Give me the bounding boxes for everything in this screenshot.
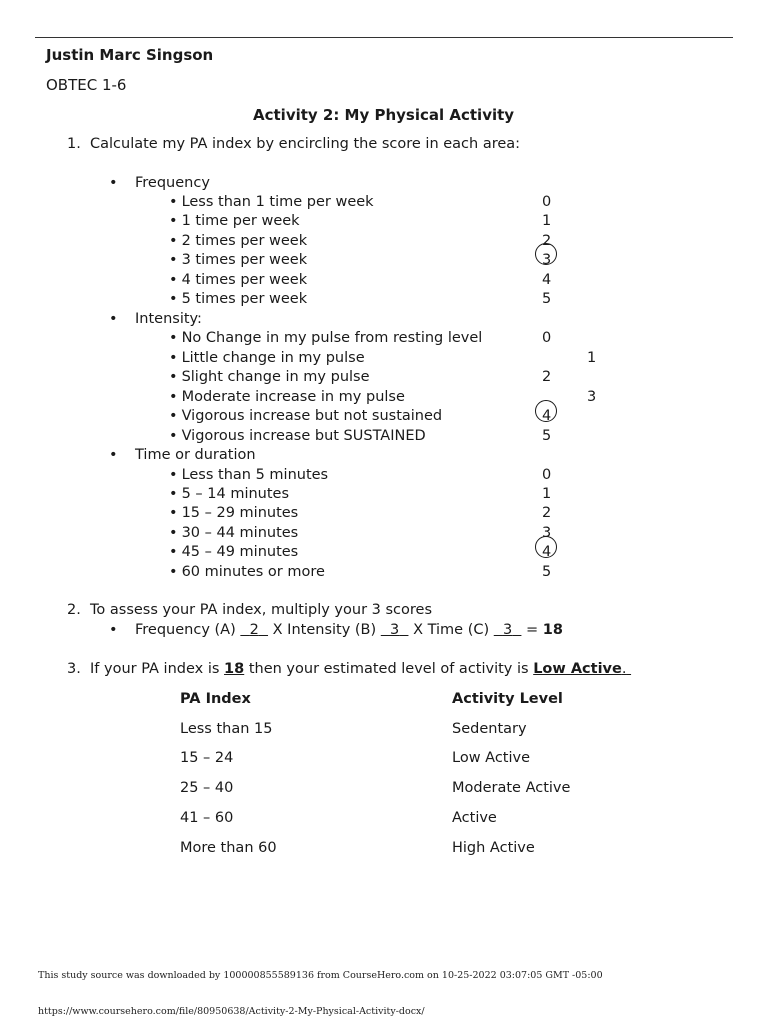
score-value: 3 [542,525,552,541]
score-value-selected: 3 [587,389,597,405]
list-item: • 15 – 29 minutes [169,505,298,521]
list-item: • Slight change in my pulse [169,369,370,385]
list-item: • No Change in my pulse from resting level [169,330,482,346]
score-value: 2 [542,369,552,385]
q3-prefix: If your PA index is [90,661,220,677]
score-value: 4 [542,544,552,560]
table-header-activity-level: Activity Level [452,691,563,707]
category-frequency: • Frequency [135,175,210,191]
list-item: • Less than 5 minutes [169,467,328,483]
freq-value: 2 [249,622,259,638]
table-cell: Less than 15 [180,721,273,737]
source-url-link[interactable]: https://www.coursehero.com/file/80950638/Activity-2-My-Physical-Activity-docx/ [38,1006,425,1017]
freq-label: Frequency (A) [135,622,236,638]
intensity-value: 3 [390,622,400,638]
top-rule [35,37,733,38]
score-value: 0 [542,194,552,210]
q2-formula [135,622,563,638]
table-cell: High Active [452,840,535,856]
table-cell: More than 60 [180,840,277,856]
student-name: Justin Marc Singson [46,46,214,64]
table-cell: Sedentary [452,721,527,737]
list-item: • Vigorous increase but SUSTAINED [169,428,426,444]
score-value: 1 [542,213,552,229]
time-value: 3 [502,622,513,638]
score-circle-mark [535,243,557,265]
q2-number: 2. [67,602,81,618]
list-item: • 5 – 14 minutes [169,486,289,502]
score-value: 4 [542,272,552,288]
table-cell: 15 – 24 [180,750,234,766]
table-cell: 25 – 40 [180,780,234,796]
category-intensity: • Intensity: [135,311,202,327]
score-value: 5 [542,291,552,307]
student-section: OBTEC 1-6 [46,76,127,94]
table-header-pa-index: PA Index [180,691,251,707]
list-item: • 2 times per week [169,233,307,249]
category-time: • Time or duration [135,447,256,463]
score-value: 0 [542,467,552,483]
intensity-label: X Intensity (B) [272,622,377,638]
list-item: • 30 – 44 minutes [169,525,298,541]
list-item: • Less than 1 time per week [169,194,374,210]
q1-prompt: Calculate my PA index by encircling the score in each area: [90,136,521,152]
pa-result: 18 [542,622,563,638]
list-item: • 5 times per week [169,291,307,307]
list-item: • 3 times per week [169,252,307,268]
list-item: • 1 time per week [169,213,300,229]
q1-number: 1. [67,136,81,152]
score-value: 1 [587,350,597,366]
score-value: 2 [542,505,552,521]
table-cell: Low Active [452,750,531,766]
list-item: • 45 – 49 minutes [169,544,298,560]
q3-middle: then your estimated level of activity is [248,661,529,677]
page-title: Activity 2: My Physical Activity [253,106,515,124]
q3-level-answer: Low Active. [533,661,627,677]
score-value-selected: 3 [542,252,552,268]
list-item: • 4 times per week [169,272,307,288]
list-item: • 60 minutes or more [169,564,325,580]
list-item: • Little change in my pulse [169,350,365,366]
score-value: 2 [542,233,552,249]
equals-sign: = [526,622,539,638]
q3-number: 3. [67,661,81,677]
score-value: 4 [542,408,552,424]
score-circle-mark [535,536,557,558]
score-value: 0 [542,330,552,346]
time-label: X Time (C) [413,622,490,638]
score-value: 5 [542,428,552,444]
q3-index-value: 18 [224,661,245,677]
score-value: 1 [542,486,552,502]
list-item: • Moderate increase in my pulse [169,389,405,405]
q3-statement [90,661,631,677]
q2-prompt: To assess your PA index, multiply your 3 scores [90,602,432,618]
table-cell: 41 – 60 [180,810,234,826]
score-value: 5 [542,564,552,580]
table-cell: Moderate Active [452,780,571,796]
list-item: • Vigorous increase but not sustained [169,408,442,424]
score-circle-mark [535,400,557,422]
table-cell: Active [452,810,497,826]
download-source-note: This study source was downloaded by 100000855589136 from CourseHero.com on 10-25-2022 03:07:05 GMT -05:00 [38,970,603,981]
